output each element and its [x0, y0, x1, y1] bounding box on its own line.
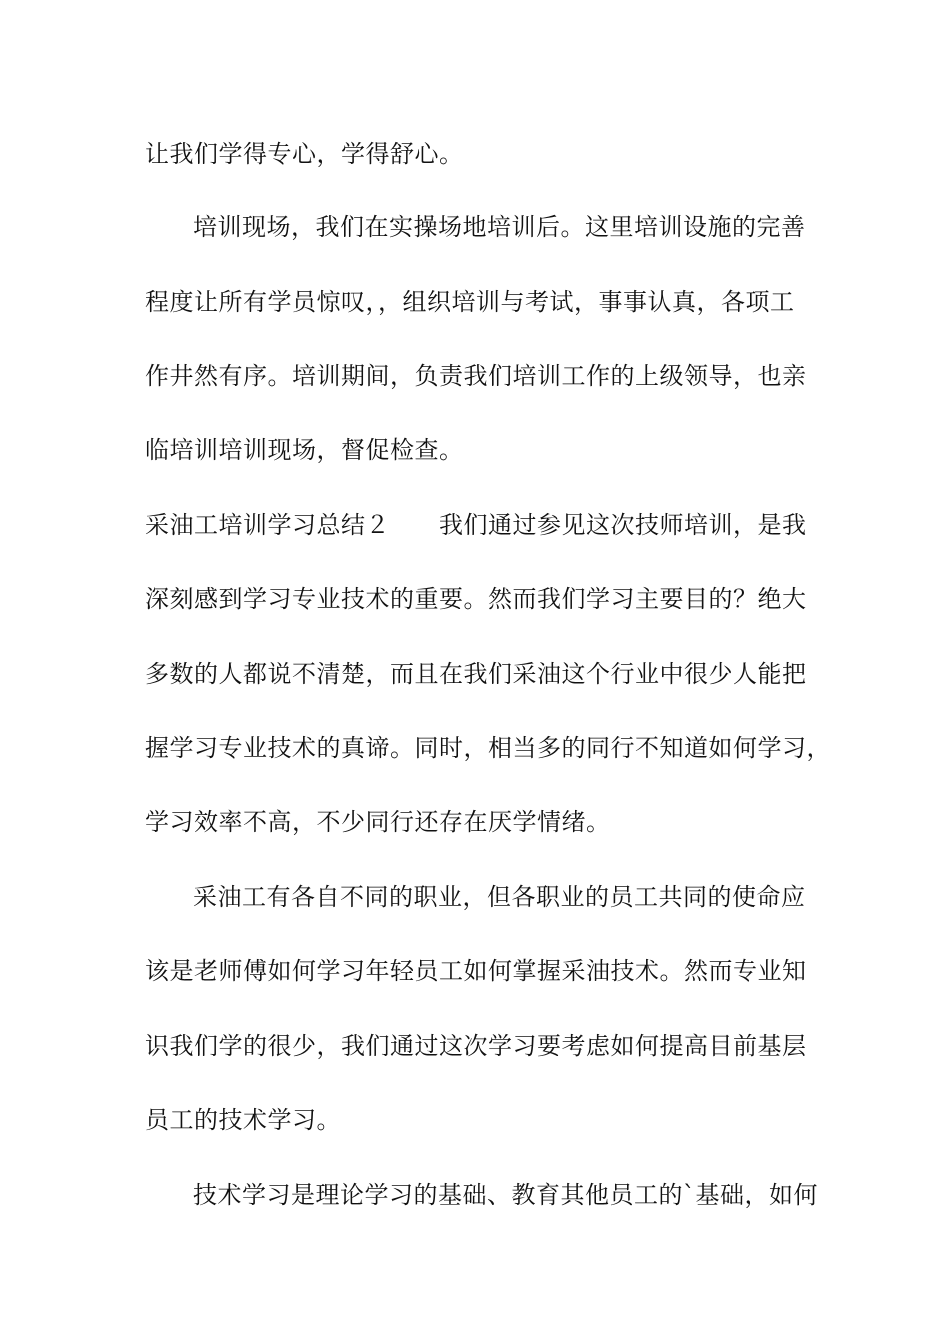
text-line-9: 握学习专业技术的真谛。同时，相当多的同行不知道如何学习，	[145, 734, 831, 762]
text-line-4: 作井然有序。培训期间，负责我们培训工作的上级领导，也亲	[145, 362, 807, 390]
text-line-13: 识我们学的很少，我们通过这次学习要考虑如何提高目前基层	[145, 1032, 807, 1060]
text-line-2: 培训现场，我们在实操场地培训后。这里培训设施的完善	[193, 213, 806, 241]
text-line-12: 该是老师傅如何学习年轻员工如何掌握采油技术。然而专业知	[145, 957, 807, 985]
text-line-10: 学习效率不高，不少同行还存在厌学情绪。	[145, 808, 611, 836]
text-line-6: 采油工培训学习总结２ 我们通过参见这次技师培训，是我	[145, 511, 807, 539]
text-line-8: 多数的人都说不清楚，而且在我们采油这个行业中很少人能把	[145, 660, 807, 688]
text-line-7: 深刻感到学习专业技术的重要。然而我们学习主要目的？绝大	[145, 585, 807, 613]
text-line-14: 员工的技术学习。	[145, 1106, 341, 1134]
text-line-5: 临培训培训现场，督促检查。	[145, 436, 464, 464]
text-line-3: 程度让所有学员惊叹，，组织培训与考试，事事认真，各项工	[145, 288, 795, 316]
text-line-11: 采油工有各自不同的职业，但各职业的员工共同的使命应	[193, 883, 806, 911]
text-line-15: 技术学习是理论学习的基础、教育其他员工的`基础，如何	[193, 1181, 818, 1209]
text-line-1: 让我们学得专心，学得舒心。	[145, 140, 464, 168]
